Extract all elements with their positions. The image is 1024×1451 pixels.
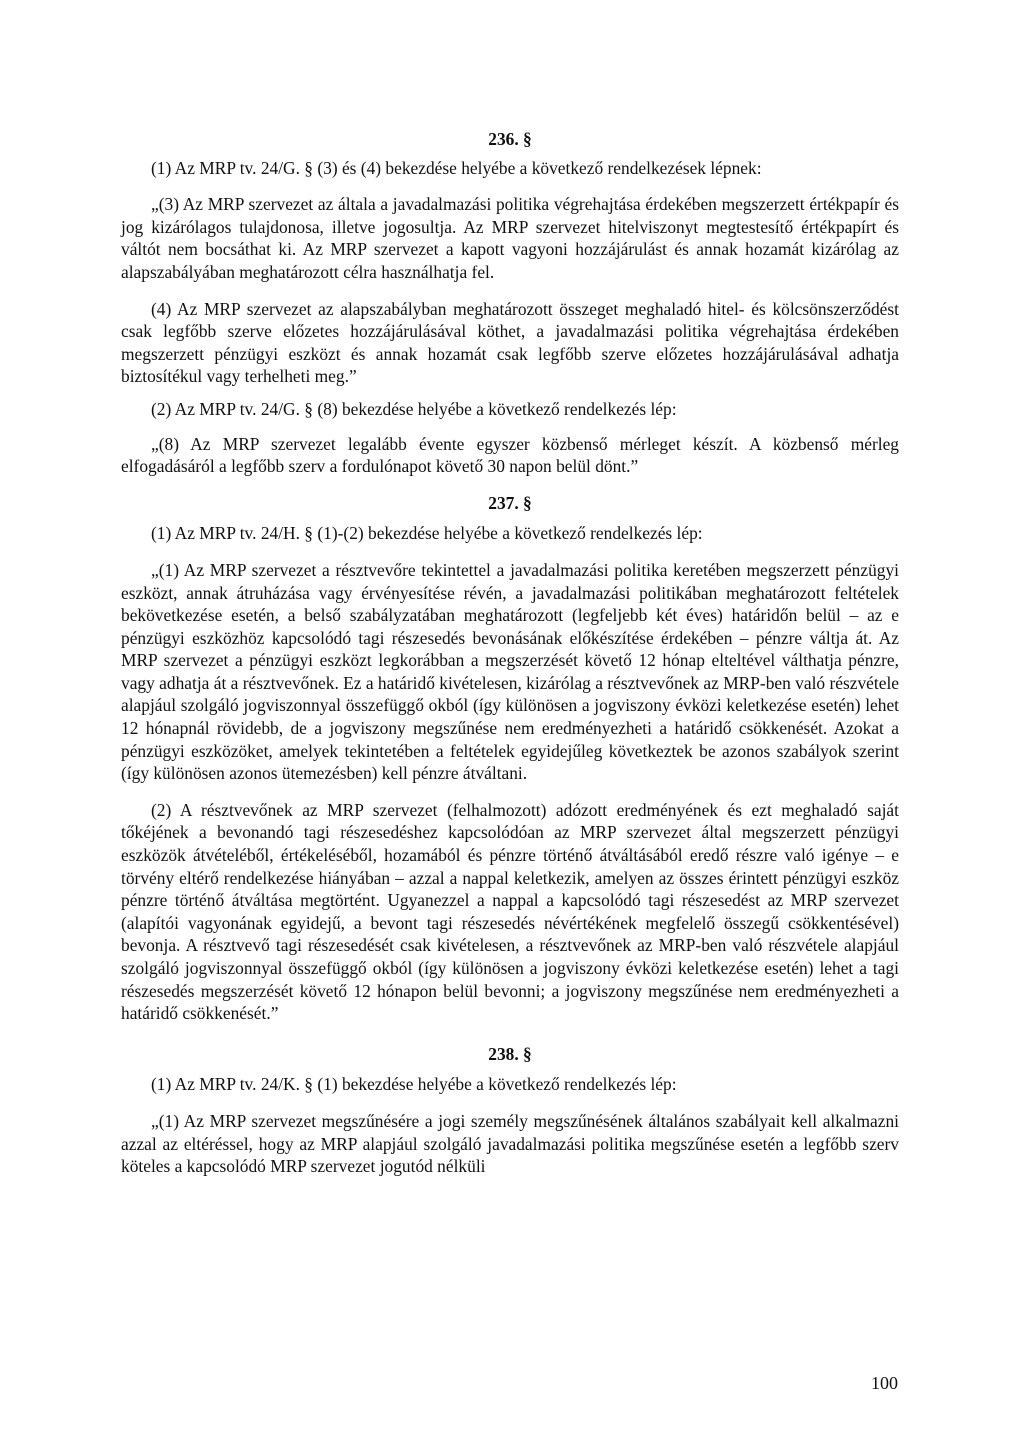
paragraph-236-quote-4: (4) Az MRP szervezet az alapszabályban meghatározott összeget meghaladó hitel- és kölcsönszerződést csak legfőbb szerve előzetes hozzájárulásával köthet, a javadalmazási politika végrehajtása érdekében megszerzett pénzügyi eszközt és annak hozamát csak legfőbb szerve előzetes hozzájárulásával adhatja biztosítékul vagy terhelheti meg.” xyxy=(121,298,899,387)
paragraph-236-intro-1: (1) Az MRP tv. 24/G. § (3) és (4) bekezdése helyébe a következő rendelkezések lépnek: xyxy=(151,157,762,178)
section-heading-236: 236. § xyxy=(488,129,532,149)
paragraph-238-intro-1: (1) Az MRP tv. 24/K. § (1) bekezdése helyébe a következő rendelkezés lép: xyxy=(151,1074,677,1095)
paragraph-236-quote-3: „(3) Az MRP szervezet az általa a javadalmazási politika végrehajtása érdekében megszerzett értékpapír és jog kizárólagos tulajdonosa, illetve jogosultja. Az MRP szervezet hitelviszonyt megtestesítő értékpapírt és váltót nem bocsáthat ki. Az MRP szervezet a kapott vagyoni hozzájárulást és annak hozamát kizárólag az alapszabályában meghatározott célra használhatja fel. xyxy=(121,194,899,282)
paragraph-237-intro-1: (1) Az MRP tv. 24/H. § (1)-(2) bekezdése helyébe a következő rendelkezés lép: xyxy=(151,523,703,544)
paragraph-237-quote-1: „(1) Az MRP szervezet a résztvevőre tekintettel a javadalmazási politika keretében megszerzett pénzügyi eszközt, annak átruházása vagy érvényesítése révén, a javadalmazási politikában meghatározott feltételek bekövetkezése esetén, a belső szabályzatában meghatározott (legfeljebb két éves) határidőn belül – az e pénzügyi eszközhöz kapcsolódó tagi részesedés bevonásának előkészítése érdekében – pénzre váltja át. Az MRP szervezet a pénzügyi eszközt legkorábban a megszerzését követő 12 hónap elteltével válthatja pénzre, vagy adhatja át a résztvevőnek. Ez a határidő kivételesen, kizárólag a résztvevőnek az MRP-ben való részvétele alapjául szolgáló jogviszonnyal összefüggő okból (így különösen a jogviszony évközi keletkezése esetén) lehet 12 hónapnál rövidebb, de a jogviszony megszűnése nem eredményezheti a határidő csökkenését. Azokat a pénzügyi eszközöket, amelyek tekintetében a feltételek egyidejűleg következtek be azonos szabályok szerint (így különösen azonos ütemezésben) kell pénzre átváltani. xyxy=(121,559,899,784)
section-heading-238: 238. § xyxy=(488,1043,532,1064)
section-heading-237: 237. § xyxy=(488,492,532,513)
page-number: 100 xyxy=(871,1373,898,1393)
paragraph-236-quote-8: „(8) Az MRP szervezet legalább évente egyszer közbenső mérleget készít. A közbenső mérleg elfogadásáról a legfőbb szerv a fordulónapot követő 30 napon belül dönt.” xyxy=(121,433,899,477)
paragraph-238-quote-1: „(1) Az MRP szervezet megszűnésére a jogi személy megszűnésének általános szabályait kell alkalmazni azzal az eltéréssel, hogy az MRP alapjául szolgáló javadalmazási politika megszűnése esetén a legfőbb szerv köteles a kapcsolódó MRP szervezet jogutód nélküli xyxy=(121,1110,899,1177)
document-page xyxy=(121,128,899,1178)
paragraph-236-intro-2: (2) Az MRP tv. 24/G. § (8) bekezdése helyébe a következő rendelkezés lép: xyxy=(151,398,677,419)
paragraph-237-quote-2: (2) A résztvevőnek az MRP szervezet (felhalmozott) adózott eredményének és ezt meghaladó saját tőkéjének a bevonandó tagi részesedéshez kapcsolódóan az MRP szervezet által megszerzett pénzügyi eszközök átvételéből, értékeléséből, hozamából és pénzre történő átváltásából eredő részre való igénye – e törvény eltérő rendelkezése hiányában – azzal a nappal keletkezik, amelyen az összes érintett pénzügyi eszköz pénzre történő átváltása megtörtént. Ugyanezzel a nappal a kapcsolódó tagi részesedést az MRP szervezet (alapítói vagyonának egyidejű, a bevont tagi részesedés névértékének megfelelő összegű csökkentésével) bevonja. A résztvevő tagi részesedését csak kivételesen, a résztvevőnek az MRP-ben való részvétele alapjául szolgáló jogviszonnyal összefüggő okból (így különösen a jogviszony évközi keletkezése esetén) lehet a tagi részesedés megszerzését követő 12 hónapon belül bevonni; a jogviszony megszűnése nem eredményezheti a határidő csökkenését.” xyxy=(121,799,899,1024)
